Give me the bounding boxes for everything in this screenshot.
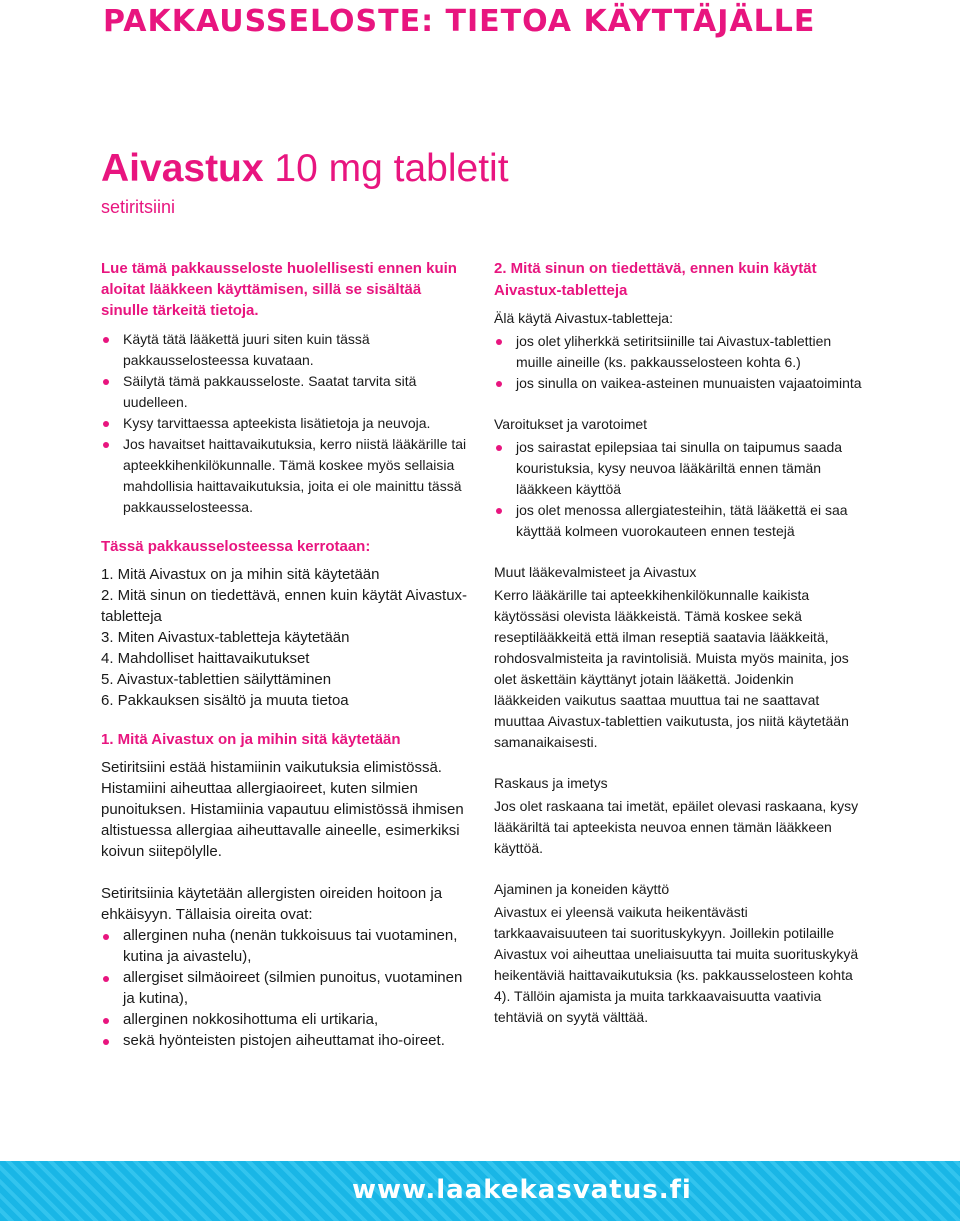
bullet-dot-icon xyxy=(103,934,109,940)
symptom-bullet-list xyxy=(101,925,471,1051)
pregnancy-text: Jos olet raskaana tai imetät, epäilet olevasi raskaana, kysy lääkäriltä tai apteekista neuvoa ennen tämän lääkkeen käyttöä. xyxy=(494,798,859,856)
other-medicines-text: Kerro lääkärille tai apteekkihenkilökunnalle kaikista käytössäsi olevista lääkkeistä. Tämä koskee sekä reseptilääkkeitä että ilman reseptiä saatavia lääkkeitä, rohdosvalmisteita ja ravintolisiä. Muista myös mainita, jos olet äskettäin käyttänyt jotain lääkettä. Joidenkin lääkkeiden vaikutus saattaa muuttua tai ne saattavat muuttaa Aivastux-tablettien vaikutusta, jos niitä käytetään samanaikaisesti. xyxy=(494,587,849,750)
warnings-heading: Varoitukset ja varotoimet xyxy=(494,416,648,432)
list-item: jos olet yliherkkä setiritsiinille tai Aivastux-tablettien muille aineille (ks. pakkausselosteen kohta 6.) xyxy=(494,331,864,373)
list-item: Käytä tätä lääkettä juuri siten kuin tässä pakkausselosteessa kuvataan. xyxy=(101,329,471,371)
section-1-paragraph-2: Setiritsiinia käytetään allergisten oireiden hoitoon ja ehkäisyyn. Tällaisia oireita ovat: xyxy=(101,885,443,923)
left-column xyxy=(101,258,471,1051)
bullet-dot-icon xyxy=(103,379,109,385)
list-item: jos olet menossa allergiatesteihin, tätä lääkettä ei saa käyttää kolmeen vuorokauteen ennen testejä xyxy=(494,500,864,542)
toc-item: 3. Miten Aivastux-tabletteja käytetään xyxy=(101,629,350,646)
bullet-dot-icon xyxy=(496,381,502,387)
active-substance: setiritsiini xyxy=(101,197,176,217)
section-2-heading: 2. Mitä sinun on tiedettävä, ennen kuin käytät Aivastux-tabletteja xyxy=(494,260,817,299)
bullet-dot-icon xyxy=(103,976,109,982)
bullet-dot-icon xyxy=(103,337,109,343)
list-item: jos sinulla on vaikea-asteinen munuaisten vajaatoiminta xyxy=(494,373,864,394)
title-block xyxy=(101,143,509,218)
toc-heading: Tässä pakkausselosteessa kerrotaan: xyxy=(101,538,371,555)
bullet-dot-icon xyxy=(103,442,109,448)
other-medicines-heading: Muut lääkevalmisteet ja Aivastux xyxy=(494,564,697,580)
list-item: Säilytä tämä pakkausseloste. Saatat tarvita sitä uudelleen. xyxy=(101,371,471,413)
lead-paragraph: Lue tämä pakkausseloste huolellisesti ennen kuin aloitat lääkkeen käyttämisen, sillä se sisältää sinulle tärkeitä tietoja. xyxy=(101,260,457,319)
bullet-dot-icon xyxy=(496,445,502,451)
product-title xyxy=(101,143,509,195)
dont-use-heading: Älä käytä Aivastux-tabletteja: xyxy=(494,310,673,326)
right-column xyxy=(494,258,864,1028)
footer-bar xyxy=(0,1161,960,1221)
bullet-dot-icon xyxy=(496,339,502,345)
pregnancy-heading: Raskaus ja imetys xyxy=(494,775,608,791)
toc-item: 2. Mitä sinun on tiedettävä, ennen kuin käytät Aivastux-tabletteja xyxy=(101,587,468,625)
list-item: allerginen nuha (nenän tukkoisuus tai vuotaminen, kutina ja aivastelu), xyxy=(101,925,471,967)
toc-item: 4. Mahdolliset haittavaikutukset xyxy=(101,650,310,667)
section-1-heading: 1. Mitä Aivastux on ja mihin sitä käytetään xyxy=(101,731,401,748)
bullet-dot-icon xyxy=(496,508,502,514)
banner-title: PAKKAUSSELOSTE: TIETOA KÄYTTÄJÄLLE xyxy=(103,4,816,39)
driving-heading: Ajaminen ja koneiden käyttö xyxy=(494,881,670,897)
list-item: allergiset silmäoireet (silmien punoitus, vuotaminen ja kutina), xyxy=(101,967,471,1009)
list-item: Kysy tarvittaessa apteekista lisätietoja ja neuvoja. xyxy=(101,413,471,434)
product-strength: 10 mg tabletit xyxy=(263,147,509,190)
table-of-contents xyxy=(101,564,471,711)
list-item: jos sairastat epilepsiaa tai sinulla on taipumus saada kouristuksia, kysy neuvoa lääkäriltä ennen tämän lääkkeen käyttöä xyxy=(494,437,864,500)
product-name: Aivastux xyxy=(101,147,264,190)
warnings-bullet-list xyxy=(494,437,864,542)
footer-url-link[interactable]: www.laakekasvatus.fi xyxy=(352,1175,692,1205)
dont-use-bullet-list xyxy=(494,331,864,394)
toc-item: 5. Aivastux-tablettien säilyttäminen xyxy=(101,671,332,688)
toc-item: 1. Mitä Aivastux on ja mihin sitä käytetään xyxy=(101,566,380,583)
bullet-dot-icon xyxy=(103,421,109,427)
bullet-dot-icon xyxy=(103,1018,109,1024)
intro-bullet-list xyxy=(101,329,471,518)
list-item: sekä hyönteisten pistojen aiheuttamat iho-oireet. xyxy=(101,1030,471,1051)
list-item: allerginen nokkosihottuma eli urtikaria, xyxy=(101,1009,471,1030)
bullet-dot-icon xyxy=(103,1039,109,1045)
list-item: Jos havaitset haittavaikutuksia, kerro niistä lääkärille tai apteekkihenkilökunnalle. Tämä koskee myös sellaisia mahdollisia haittavaikutuksia, joita ei ole mainittu tässä pakkausselosteessa. xyxy=(101,434,471,518)
toc-item: 6. Pakkauksen sisältö ja muuta tietoa xyxy=(101,692,349,709)
driving-text: Aivastux ei yleensä vaikuta heikentävästi tarkkaavaisuuteen tai suorituskykyyn. Joillekin potilaille Aivastux voi aiheuttaa uneliaisuutta tai muita suorituskykyä heikentäviä haittavaikutuksia (ks. pakkausselosteen kohta 4). Tällöin ajamista ja muita tarkkaavaisuutta vaativia tehtäviä on syytä välttää. xyxy=(494,904,859,1025)
section-1-paragraph-1: Setiritsiini estää histamiinin vaikutuksia elimistössä. Histamiini aiheuttaa allergiaoireet, kuten silmien punoituksen. Histamiinia vapautuu elimistössä ihmisen altistuessa allergiaa aiheuttavalle aineelle, esimerkiksi koivun siitepölylle. xyxy=(101,759,464,860)
